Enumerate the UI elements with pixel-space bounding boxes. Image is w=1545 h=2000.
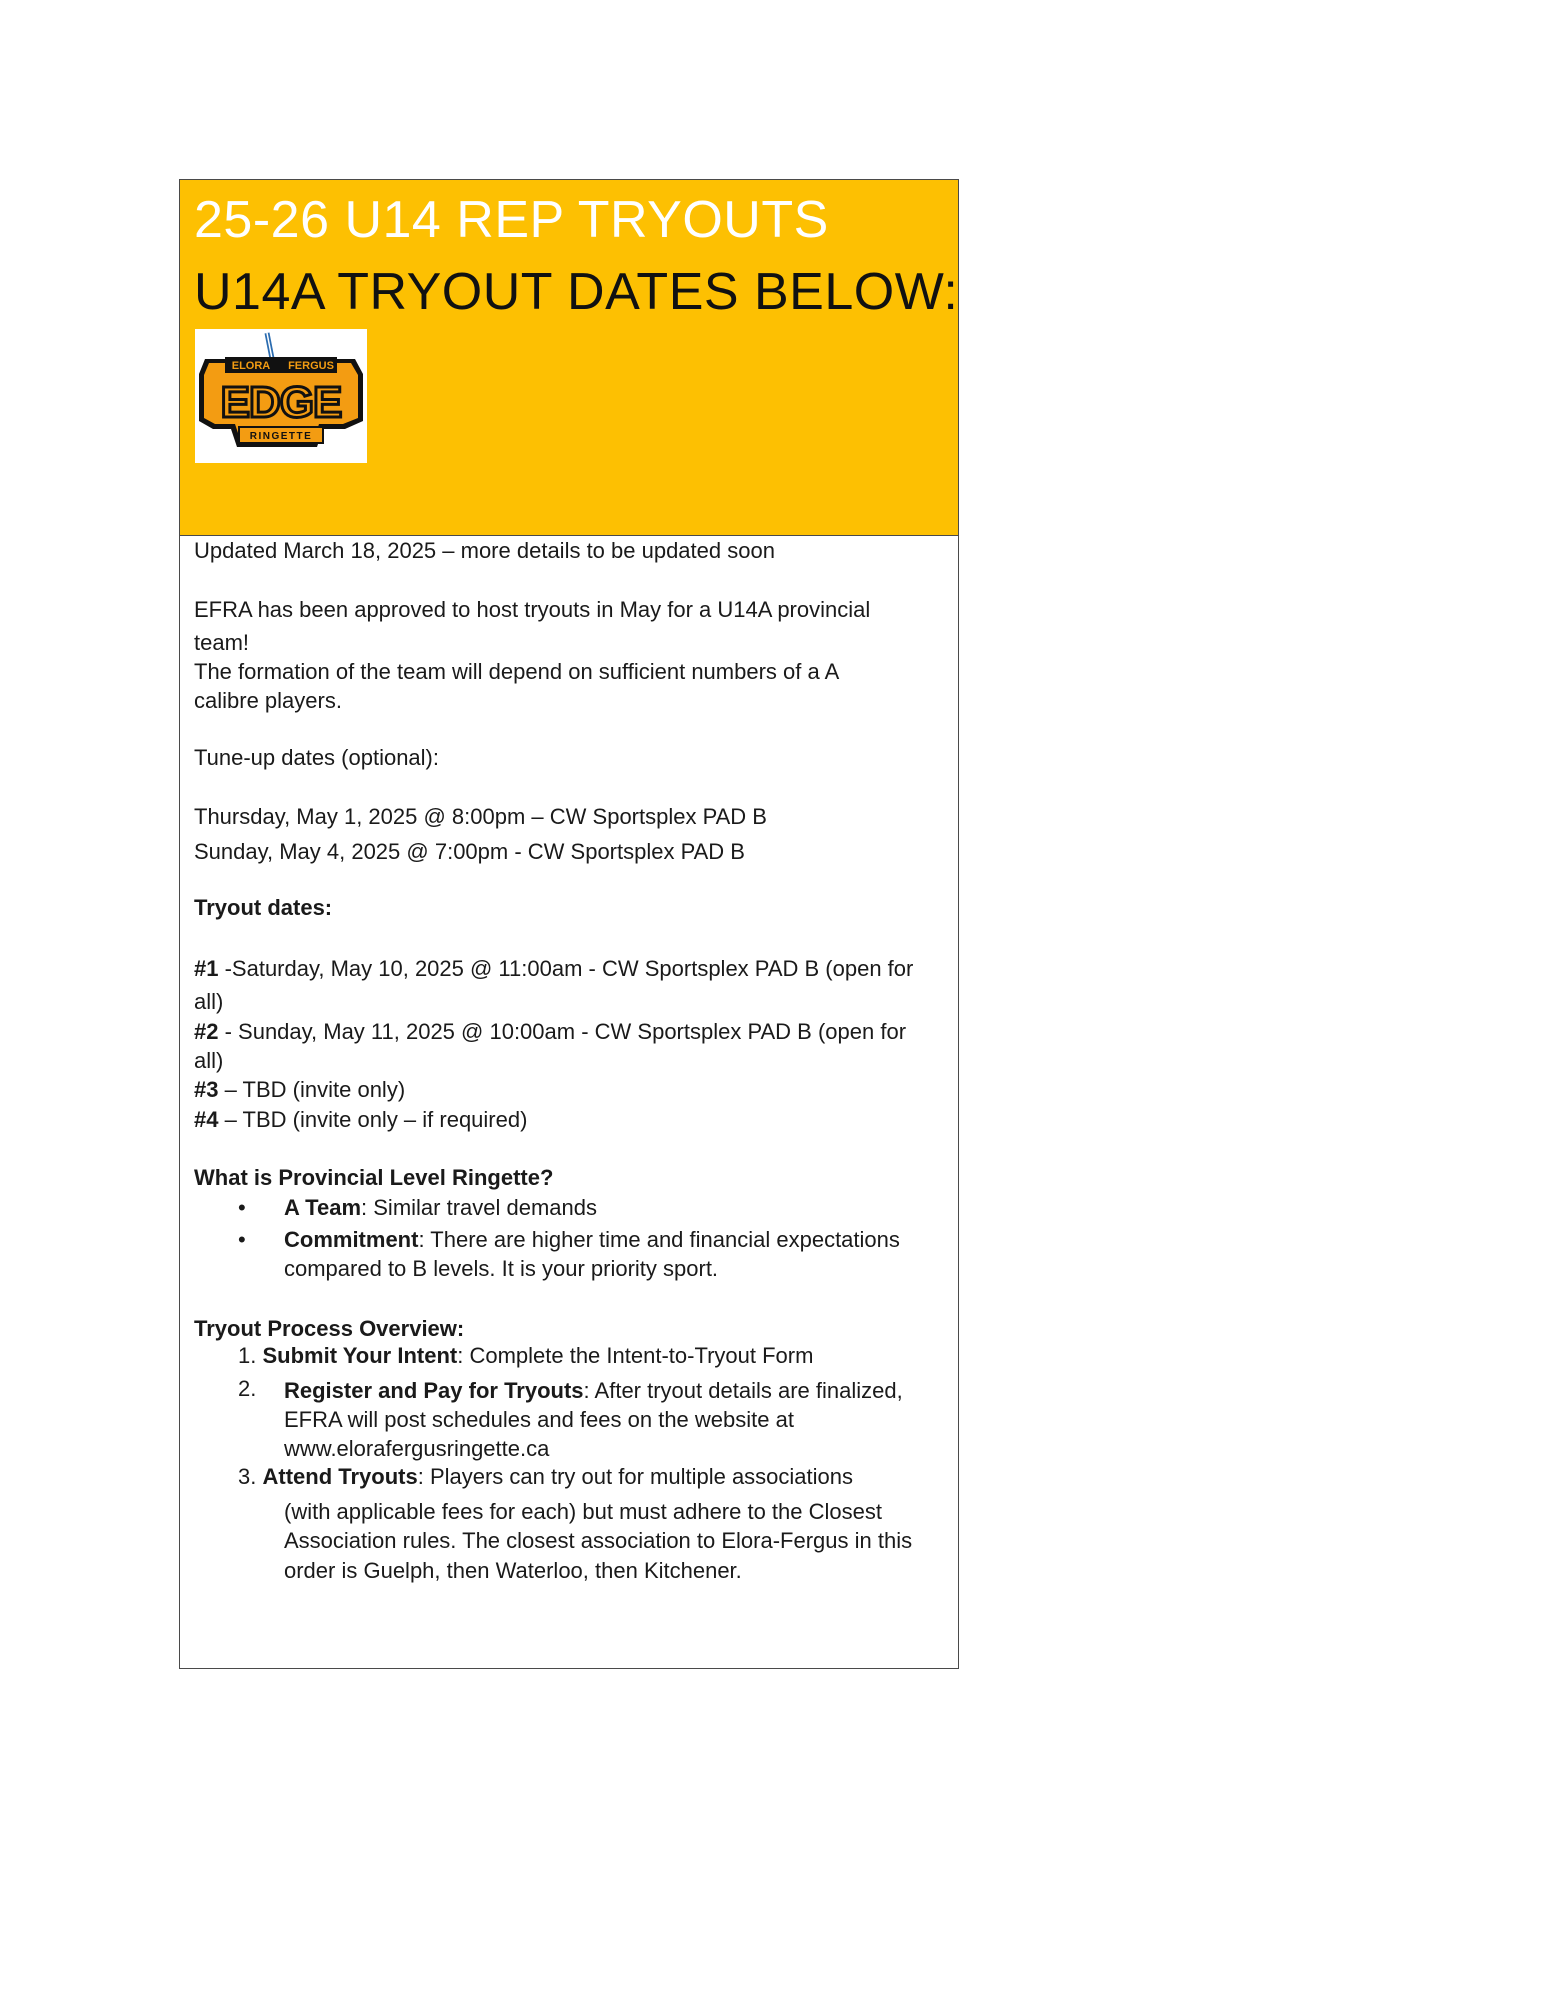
tuneup-date: Sunday, May 4, 2025 @ 7:00pm - CW Sportsplex PAD B (194, 839, 745, 864)
process-number: 2. (238, 1376, 257, 1401)
edge-ringette-logo (195, 329, 367, 463)
intro-line: EFRA has been approved to host tryouts in May for a U14A provincial (194, 597, 871, 622)
provincial-text: : Similar travel demands (361, 1195, 598, 1220)
provincial-text: : There are higher time and financial expectations (418, 1227, 900, 1252)
tryout-item-cont: all) (194, 1048, 224, 1073)
process-text: : After tryout details are finalized, (583, 1378, 903, 1403)
process-item (238, 1462, 853, 1492)
process-text: : Complete the Intent-to-Tryout Form (457, 1343, 814, 1368)
tryout-text: - Sunday, May 11, 2025 @ 10:00am - CW Sportsplex PAD B (open for (218, 1019, 907, 1044)
process-item (238, 1341, 813, 1371)
logo-text-fergus: FERGUS (288, 360, 334, 372)
process-text: : Players can try out for multiple associations (417, 1464, 854, 1489)
process-item-cont: www.elorafergusringette.ca (284, 1436, 550, 1461)
provincial-label: Commitment (284, 1227, 419, 1252)
page-subtitle: U14A TRYOUT DATES BELOW: (194, 263, 959, 321)
tryout-item (194, 1017, 906, 1047)
tryout-heading: Tryout dates: (194, 895, 333, 920)
page-title: 25-26 U14 REP TRYOUTS (194, 191, 829, 249)
bullet-icon: • (238, 1227, 246, 1252)
provincial-label: A Team (284, 1195, 362, 1220)
tryout-text: – TBD (invite only) (218, 1077, 406, 1102)
process-item (284, 1376, 903, 1406)
process-label: Submit Your Intent (262, 1343, 458, 1368)
process-item-cont: Association rules. The closest association to Elora-Fergus in this (284, 1528, 913, 1553)
provincial-item (284, 1193, 597, 1223)
tryout-item (194, 954, 913, 984)
tryout-number: #4 (194, 1107, 219, 1132)
intro-line: team! (194, 630, 250, 655)
bullet-icon: • (238, 1195, 246, 1220)
tuneup-heading: Tune-up dates (optional): (194, 745, 439, 770)
logo-graphic (195, 329, 367, 463)
logo-text-elora: ELORA (231, 360, 271, 372)
provincial-heading: What is Provincial Level Ringette? (194, 1165, 554, 1190)
process-label: Register and Pay for Tryouts (284, 1378, 584, 1403)
tryout-number: #1 (194, 956, 219, 981)
provincial-item (284, 1225, 900, 1255)
tuneup-date: Thursday, May 1, 2025 @ 8:00pm – CW Sportsplex PAD B (194, 804, 767, 829)
tryout-item (194, 1075, 405, 1105)
updated-note: Updated March 18, 2025 – more details to be updated soon (194, 538, 775, 563)
process-number: 3. (238, 1464, 257, 1489)
tryout-text: – TBD (invite only – if required) (218, 1107, 528, 1132)
process-item-cont: order is Guelph, then Waterloo, then Kitchener. (284, 1558, 742, 1583)
flyer-card (179, 179, 959, 1669)
tryout-item (194, 1105, 527, 1135)
tryout-text: -Saturday, May 10, 2025 @ 11:00am - CW Sportsplex PAD B (open for (218, 956, 914, 981)
process-item-cont: EFRA will post schedules and fees on the website at (284, 1407, 794, 1432)
logo-text-ringette: RINGETTE (249, 431, 313, 442)
intro-line: calibre players. (194, 688, 342, 713)
process-item-cont: (with applicable fees for each) but must adhere to the Closest (284, 1499, 882, 1524)
tryout-number: #2 (194, 1019, 219, 1044)
tryout-number: #3 (194, 1077, 219, 1102)
process-label: Attend Tryouts (262, 1464, 418, 1489)
logo-text-edge: EDGE (220, 378, 342, 427)
process-heading: Tryout Process Overview: (194, 1316, 465, 1341)
flyer-header (180, 180, 958, 536)
intro-line: The formation of the team will depend on sufficient numbers of a A (194, 659, 840, 684)
tryout-item-cont: all) (194, 989, 224, 1014)
process-number: 1. (238, 1343, 257, 1368)
provincial-item-cont: compared to B levels. It is your priority sport. (284, 1256, 719, 1281)
